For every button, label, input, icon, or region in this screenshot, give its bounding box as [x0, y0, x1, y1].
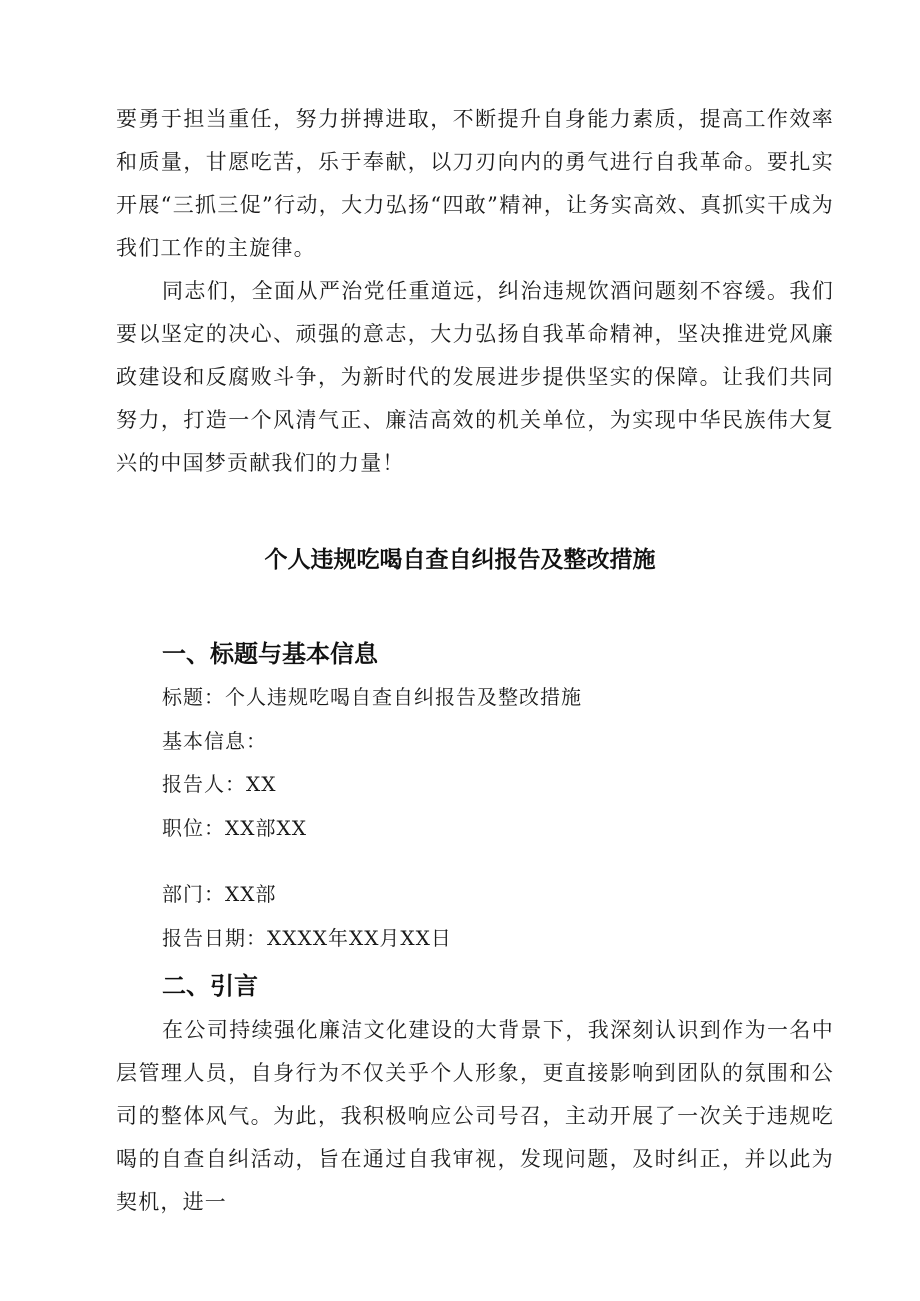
info-report-date: 报告日期：XXXX年XX月XX日	[162, 926, 452, 950]
continuation-paragraph-1: 要勇于担当重任，努力拼搏进取，不断提升自身能力素质，提高工作效率和质量，甘愿吃苦，乐于奉献，以刀刃向内的勇气进行自我革命。要扎实开展“三抓三促”行动，大力弘扬“四敢”精神，让务实高效、真抓实干成为我们工作的主旋律。	[116, 107, 834, 260]
info-reporter: 报告人：XX	[162, 772, 277, 796]
report-title: 个人违规吃喝自查自纠报告及整改措施	[264, 547, 656, 573]
info-title-line: 标题：个人违规吃喝自查自纠报告及整改措施	[162, 685, 582, 709]
section-1-heading: 一、标题与基本信息	[162, 640, 378, 668]
continuation-paragraph-2: 同志们，全面从严治党任重道远，纠治违规饮酒问题刻不容缓。我们要以坚定的决心、顽强的意志，大力弘扬自我革命精神，坚决推进党风廉政建设和反腐败斗争，为新时代的发展进步提供坚实的保障。让我们共同努力，打造一个风清气正、廉洁高效的机关单位，为实现中华民族伟大复兴的中国梦贡献我们的力量！	[116, 279, 834, 475]
info-basic-label: 基本信息：	[162, 729, 267, 753]
info-department: 部门：XX部	[162, 882, 277, 906]
info-position: 职位：XX部XX	[162, 816, 307, 840]
section-2-heading: 二、引言	[162, 972, 258, 1000]
introduction-paragraph: 在公司持续强化廉洁文化建设的大背景下，我深刻认识到作为一名中层管理人员，自身行为不仅关乎个人形象，更直接影响到团队的氛围和公司的整体风气。为此，我积极响应公司号召，主动开展了一次关于违规吃喝的自查自纠活动，旨在通过自我审视，发现问题，及时纠正，并以此为契机，进一	[116, 1018, 834, 1214]
